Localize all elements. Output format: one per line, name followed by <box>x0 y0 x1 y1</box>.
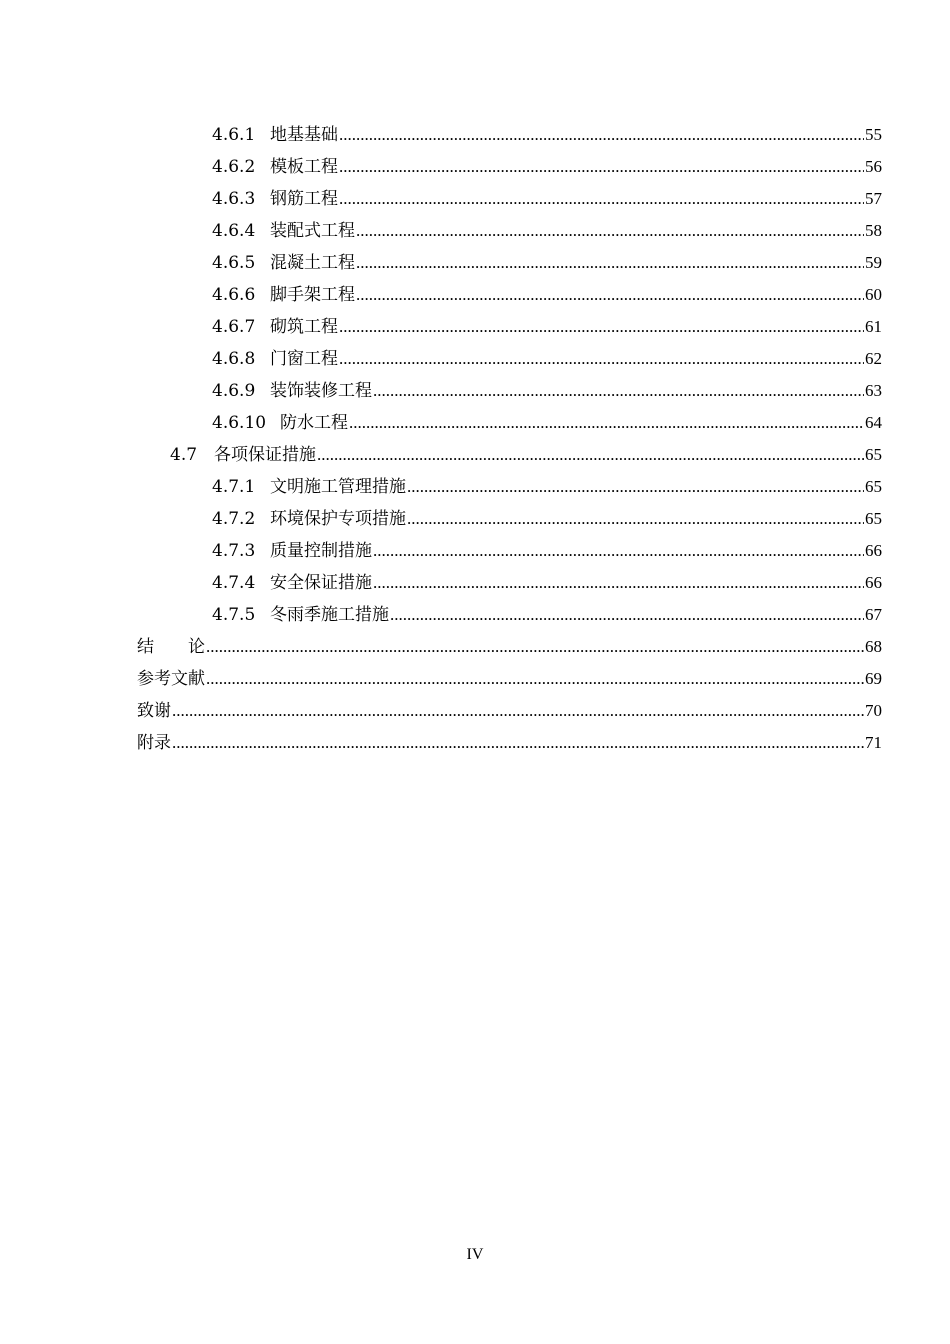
toc-entry-page: 65 <box>865 509 882 528</box>
toc-entry[interactable] <box>212 114 882 146</box>
toc-entry[interactable] <box>212 466 882 498</box>
dot-leader <box>317 444 864 466</box>
toc-entry-number: 4.7.1 <box>212 477 256 497</box>
dot-leader <box>356 284 864 306</box>
toc-entry[interactable] <box>212 338 882 370</box>
toc-entry[interactable] <box>212 146 882 178</box>
toc-entry-page: 69 <box>865 669 882 688</box>
toc-entry-title: 门窗工程 <box>270 349 338 369</box>
toc-entry-title: 钢筋工程 <box>270 189 338 209</box>
toc-entry-number: 4.6.5 <box>212 253 256 273</box>
toc-entry[interactable] <box>137 722 882 754</box>
toc-entry-title: 附录 <box>137 733 171 753</box>
toc-entry[interactable] <box>212 242 882 274</box>
toc-entry-page: 58 <box>865 221 882 240</box>
toc-entry-page: 67 <box>865 605 882 624</box>
toc-entry[interactable] <box>137 658 882 690</box>
toc-entry-title: 结 论 <box>137 637 205 657</box>
toc-entry-number: 4.6.9 <box>212 381 256 401</box>
dot-leader <box>339 156 864 178</box>
dot-leader <box>339 316 864 338</box>
toc-entry-title: 地基基础 <box>270 125 338 145</box>
toc-entry-number: 4.7 <box>170 445 198 465</box>
page-footer-number: IV <box>466 1246 484 1263</box>
toc-entry-page: 55 <box>865 125 882 144</box>
toc-entry-title: 文明施工管理措施 <box>270 477 406 497</box>
toc-entry-number: 4.7.3 <box>212 541 256 561</box>
toc-entry-title: 装配式工程 <box>270 221 355 241</box>
dot-leader <box>206 668 864 690</box>
toc-entry-page: 56 <box>865 157 882 176</box>
toc-entry-page: 57 <box>865 189 882 208</box>
toc-entry[interactable] <box>212 402 882 434</box>
dot-leader <box>407 476 864 498</box>
dot-leader <box>339 348 864 370</box>
toc-entry-number: 4.7.5 <box>212 605 256 625</box>
toc-entry-page: 61 <box>865 317 882 336</box>
toc-entry-number: 4.6.1 <box>212 125 256 145</box>
toc-entry-title: 砌筑工程 <box>270 317 338 337</box>
toc-entry-page: 68 <box>865 637 882 656</box>
toc-entry-page: 63 <box>865 381 882 400</box>
dot-leader <box>356 252 864 274</box>
dot-leader <box>373 540 864 562</box>
dot-leader <box>339 124 864 146</box>
toc-entry[interactable] <box>212 178 882 210</box>
toc-entry-page: 66 <box>865 541 882 560</box>
toc-entry-title: 防水工程 <box>280 413 348 433</box>
toc-entry[interactable] <box>137 690 882 722</box>
toc-entry-number: 4.6.8 <box>212 349 256 369</box>
toc-entry-title: 混凝土工程 <box>270 253 355 273</box>
toc-entry-number: 4.6.7 <box>212 317 256 337</box>
dot-leader <box>206 636 864 658</box>
toc-entry-title: 模板工程 <box>270 157 338 177</box>
toc-entry[interactable] <box>212 370 882 402</box>
toc-entry[interactable] <box>212 498 882 530</box>
dot-leader <box>339 188 864 210</box>
toc-entry-title: 各项保证措施 <box>214 445 316 465</box>
toc-entry-page: 64 <box>865 413 882 432</box>
dot-leader <box>349 412 864 434</box>
toc-entry-number: 4.6.10 <box>212 413 267 433</box>
toc-entry-page: 65 <box>865 477 882 496</box>
dot-leader <box>172 732 864 754</box>
toc-entry-title: 质量控制措施 <box>270 541 372 561</box>
toc-entry[interactable] <box>170 434 882 466</box>
toc-entry[interactable] <box>137 626 882 658</box>
dot-leader <box>172 700 864 722</box>
toc-entry-title: 环境保护专项措施 <box>270 509 406 529</box>
toc-entry[interactable] <box>212 210 882 242</box>
dot-leader <box>373 380 864 402</box>
toc-entry-number: 4.6.2 <box>212 157 256 177</box>
toc-entry-number: 4.6.4 <box>212 221 256 241</box>
toc-entry-title: 安全保证措施 <box>270 573 372 593</box>
dot-leader <box>373 572 864 594</box>
toc-entry-page: 62 <box>865 349 882 368</box>
toc-entry[interactable] <box>212 594 882 626</box>
toc-entry-title: 脚手架工程 <box>270 285 355 305</box>
toc-entry[interactable] <box>212 274 882 306</box>
toc-entry-page: 59 <box>865 253 882 272</box>
toc-entry[interactable] <box>212 562 882 594</box>
toc-entry-number: 4.6.3 <box>212 189 256 209</box>
toc-entry-number: 4.6.6 <box>212 285 256 305</box>
dot-leader <box>356 220 864 242</box>
toc-entry-page: 65 <box>865 445 882 464</box>
toc-entry-title: 参考文献 <box>137 669 205 689</box>
toc-entry-title: 装饰装修工程 <box>270 381 372 401</box>
toc-entry-page: 71 <box>865 733 882 752</box>
toc-entry-page: 66 <box>865 573 882 592</box>
toc-entry[interactable] <box>212 306 882 338</box>
toc-entry-number: 4.7.2 <box>212 509 256 529</box>
toc-entry-page: 70 <box>865 701 882 720</box>
toc-entry[interactable] <box>212 530 882 562</box>
dot-leader <box>390 604 864 626</box>
toc-entry-page: 60 <box>865 285 882 304</box>
dot-leader <box>407 508 864 530</box>
toc-entry-number: 4.7.4 <box>212 573 256 593</box>
toc-entry-title: 冬雨季施工措施 <box>270 605 389 625</box>
toc-entry-title: 致谢 <box>137 701 171 721</box>
